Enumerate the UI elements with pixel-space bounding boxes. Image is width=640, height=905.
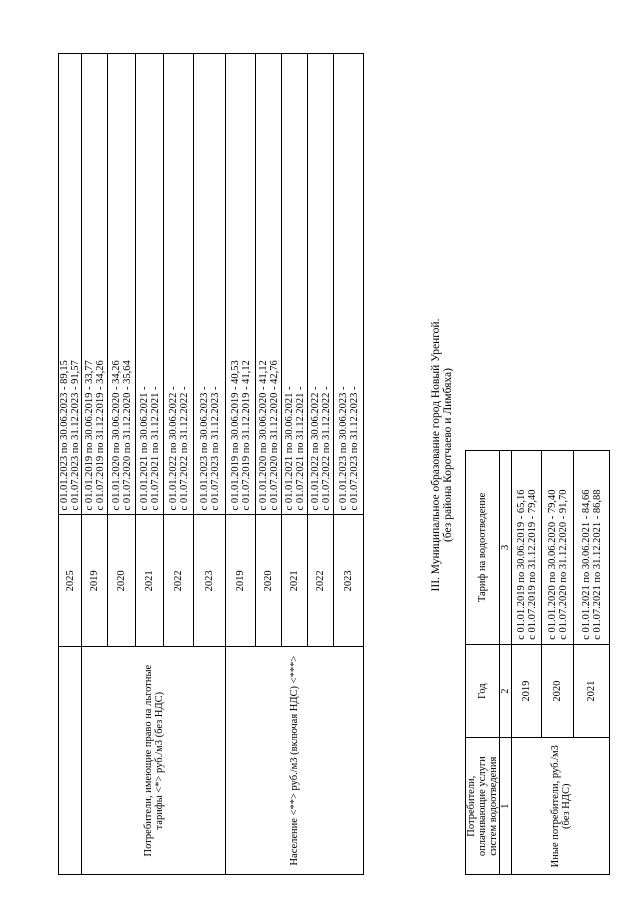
table-row <box>82 54 108 875</box>
year-cell: 2020 <box>108 515 136 647</box>
consumer-category-preferential: Потребители, имеющие право на льготные тарифы <*> руб./м3 (без НДС) <box>82 647 226 875</box>
tariff-cell: с 01.01.2021 по 30.06.2021 - с 01.07.2021 по 31.12.2021 - <box>282 54 308 515</box>
tariff-cell: с 01.01.2019 по 30.06.2019 - 33,77 с 01.07.2019 по 31.12.2019 - 34,26 <box>82 54 108 515</box>
column-number-3: 3 <box>500 451 512 645</box>
year-cell: 2019 <box>512 644 542 738</box>
tariff-cell: с 01.01.2022 по 30.06.2022 - с 01.07.2022 по 31.12.2022 - <box>308 54 334 515</box>
section-title-line-1: III. Муниципальное образование город Новый Уренгой. <box>430 318 442 592</box>
year-cell: 2022 <box>308 515 334 647</box>
year-cell: 2025 <box>59 515 82 647</box>
column-number-2: 2 <box>500 644 512 738</box>
consumer-cell <box>59 647 82 875</box>
table-row <box>512 451 542 875</box>
year-cell: 2022 <box>164 515 194 647</box>
tariff-cell: с 01.01.2023 по 30.06.2023 - с 01.07.2023 по 31.12.2023 - <box>334 54 364 515</box>
tariff-cell: с 01.01.2022 по 30.06.2022 - с 01.07.2022 по 31.12.2022 - <box>164 54 194 515</box>
year-cell: 2020 <box>256 515 282 647</box>
section-title <box>430 255 454 655</box>
table-row <box>226 54 256 875</box>
year-cell: 2021 <box>136 515 164 647</box>
table-row <box>59 54 82 875</box>
section-title-line-2: (без района Коротчаево и Лимбяха) <box>442 368 454 542</box>
tariff-cell: с 01.01.2023 по 30.06.2023 - 89,15 с 01.07.2023 по 31.12.2023 - 91,57 <box>59 54 82 515</box>
tariff-cell: с 01.01.2023 по 30.06.2023 - с 01.07.2023 по 31.12.2023 - <box>194 54 226 515</box>
year-cell: 2019 <box>82 515 108 647</box>
tariff-cell: с 01.01.2019 по 30.06.2019 - 40,53 с 01.07.2019 по 31.12.2019 - 41,12 <box>226 54 256 515</box>
header-year: Год <box>466 644 500 738</box>
year-cell: 2021 <box>574 644 610 738</box>
tariff-cell: с 01.01.2020 по 30.06.2020 - 79,40 с 01.07.2020 по 31.12.2020 - 91,70 <box>542 451 574 645</box>
year-cell: 2023 <box>194 515 226 647</box>
header-consumers: Потребители, оплачивающие услуги систем водоотведения <box>466 738 500 875</box>
header-tariff: Тариф на водоотведение <box>466 451 500 645</box>
consumer-category-population: Население <**> руб./м3 (включая НДС) <***> <box>226 647 364 875</box>
tariff-table-sanitation-2 <box>465 450 610 875</box>
table-number-row <box>500 451 512 875</box>
tariff-cell: с 01.01.2021 по 30.06.2021 - с 01.07.2021 по 31.12.2021 - <box>136 54 164 515</box>
year-cell: 2023 <box>334 515 364 647</box>
consumer-category-other: Иные потребители, руб./м3 (без НДС) <box>512 738 610 875</box>
tariff-table-sanitation-1 <box>58 53 364 875</box>
tariff-cell: с 01.01.2020 по 30.06.2020 - 41,12 с 01.07.2020 по 31.12.2020 - 42,76 <box>256 54 282 515</box>
column-number-1: 1 <box>500 738 512 875</box>
year-cell: 2019 <box>226 515 256 647</box>
table-header-row <box>466 451 500 875</box>
tariff-cell: с 01.01.2019 по 30.06.2019 - 65,16 с 01.07.2019 по 31.12.2019 - 79,40 <box>512 451 542 645</box>
year-cell: 2020 <box>542 644 574 738</box>
tariff-cell: с 01.01.2020 по 30.06.2020 - 34,26 с 01.07.2020 по 31.12.2020 - 35,64 <box>108 54 136 515</box>
tariff-cell: с 01.01.2021 по 30.06.2021 - 84,66 с 01.07.2021 по 31.12.2021 - 86,88 <box>574 451 610 645</box>
year-cell: 2021 <box>282 515 308 647</box>
